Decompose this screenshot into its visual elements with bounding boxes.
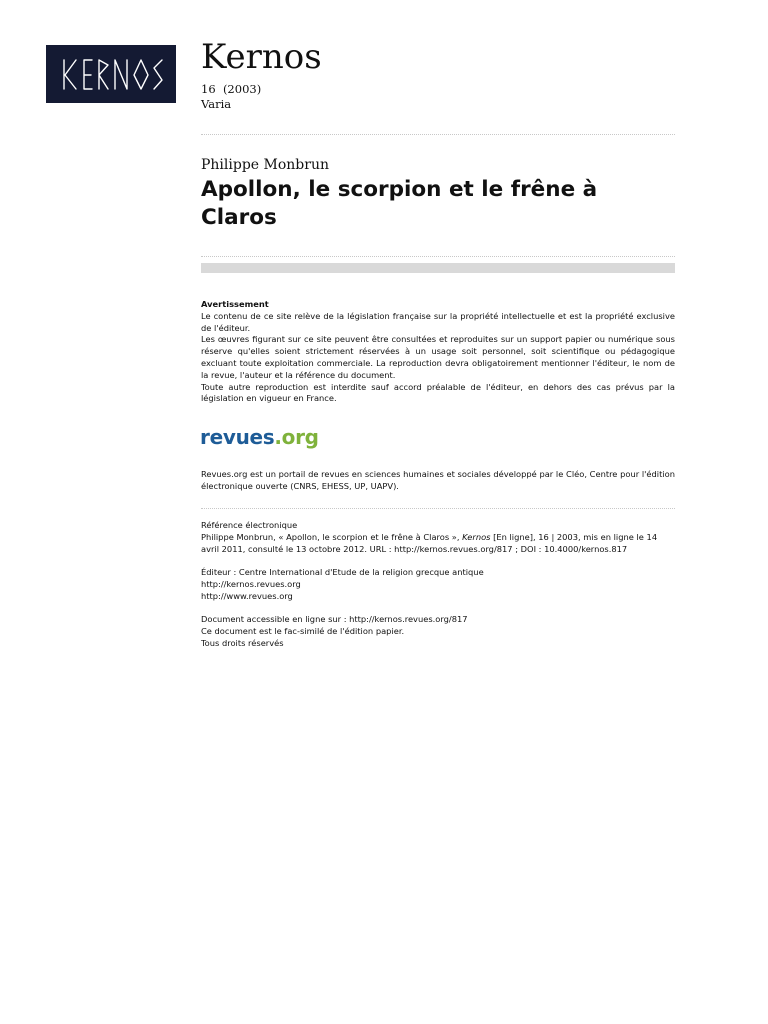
warning-paragraph: Les œuvres figurant sur ce site peuvent être consultées et reproduites sur un support papier ou numérique sous réserve qu'elles soient strictement réservées à un usage soit personnel, soit scientifique ou pédagogique excluant toute exploitation commerciale. La reproduction devra obligatoirement mentionner l'éditeur, le nom de la revue, l'auteur et la référence du document.: [201, 334, 675, 380]
issue-number: 16 (2003): [201, 82, 262, 96]
issue-info: [201, 82, 261, 112]
warning-block: [201, 299, 675, 405]
rights-note: Tous droits réservés: [201, 637, 284, 648]
revues-logo-main: revues: [200, 425, 275, 449]
divider: [201, 508, 675, 509]
journal-url-link[interactable]: http://kernos.revues.org: [201, 578, 301, 589]
revues-logo-ext: .org: [274, 425, 319, 449]
revues-url-link[interactable]: http://www.revues.org: [201, 590, 293, 601]
accessible-online: Document accessible en ligne sur : http://kernos.revues.org/817: [201, 614, 468, 625]
warning-paragraph: Toute autre reproduction est interdite sauf accord préalable de l'éditeur, en dehors des cas prévus par la législation en vigueur en France.: [201, 381, 675, 404]
kernos-logo-glyphs: [46, 45, 176, 103]
journal-title: Kernos: [201, 37, 322, 77]
article-author: Philippe Monbrun: [201, 157, 329, 173]
citation-journal: Kernos: [462, 531, 491, 542]
citation-post: [En ligne], 16 | 2003, mis en ligne le 14 avril 2011, consulté le 13 octobre 2012. URL : http://kernos.revues.org/817 ; DOI : 10.4000/kernos.817: [201, 531, 658, 554]
portal-description: Revues.org est un portail de revues en sciences humaines et sociales développé par le Cléo, Centre pour l'édition électronique ouverte (CNRS, EHESS, UP, UAPV).: [201, 469, 675, 491]
publisher: Éditeur : Centre International d'Etude de la religion grecque antique: [201, 567, 484, 578]
revues-logo[interactable]: [200, 424, 319, 450]
warning-paragraph: Le contenu de ce site relève de la législation française sur la propriété intellectuelle et est la propriété exclusive de l'éditeur.: [201, 310, 675, 333]
kernos-logo: [46, 45, 176, 103]
issue-section: Varia: [201, 97, 232, 111]
warning-heading: Avertissement: [201, 299, 269, 309]
article-title: Apollon, le scorpion et le frêne à Claros: [201, 177, 598, 230]
reference-block: [201, 520, 675, 650]
grey-bar: [201, 263, 675, 273]
citation-pre: Philippe Monbrun, « Apollon, le scorpion et le frêne à Claros »,: [201, 531, 463, 542]
facsimile-note: Ce document est le fac-similé de l'édition papier.: [201, 626, 405, 637]
divider: [201, 256, 675, 257]
citation: [201, 532, 675, 556]
divider: [201, 134, 675, 135]
reference-label: Référence électronique: [201, 520, 298, 530]
